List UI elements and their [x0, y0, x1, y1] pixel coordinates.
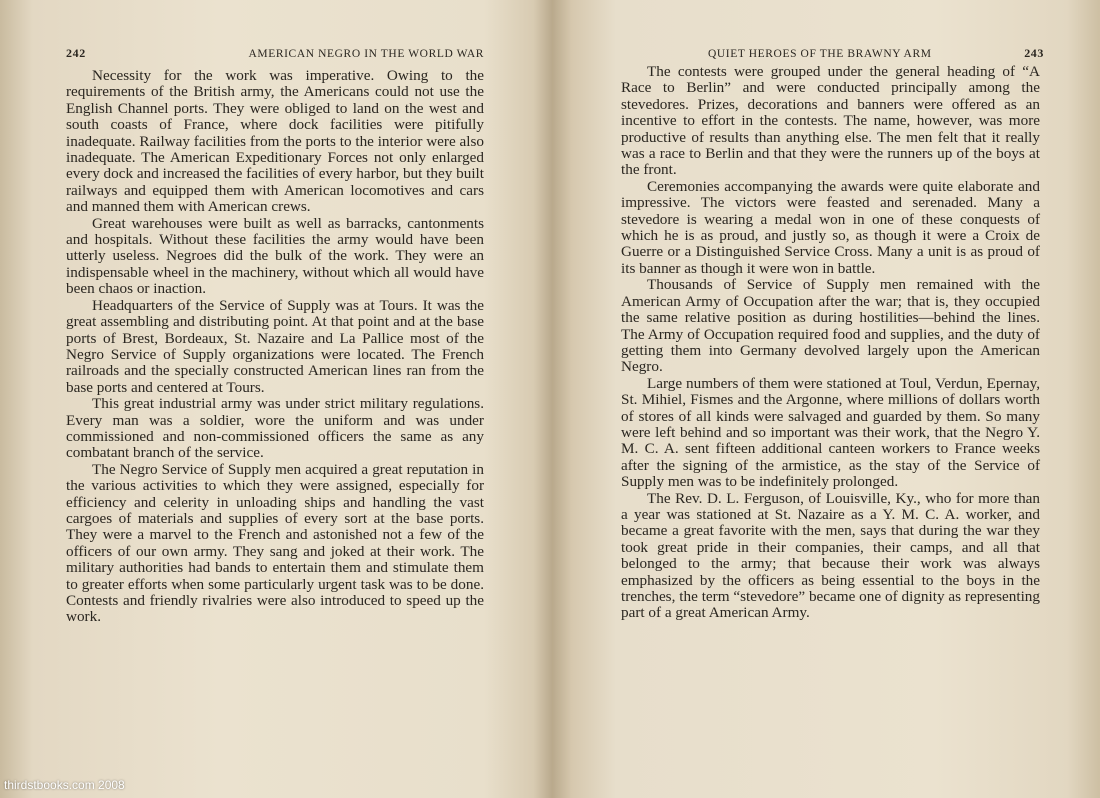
right-page-text [621, 64, 1040, 622]
left-running-head [66, 46, 484, 61]
paragraph: Large numbers of them were stationed at Toul, Verdun, Epernay, St. Mihiel, Fismes and the Argonne, where millions of dollars worth of stores of all kinds were salvaged and guarded by them. So many were left behind and so important was their work, that the Negro Y. M. C. A. sent fifteen additional canteen workers to France weeks after the signing of the armistice, as the stay of the Service of Supply men was to be indefinitely prolonged. [621, 374, 1040, 491]
right-running-title: QUIET HEROES OF THE BRAWNY ARM [708, 48, 932, 60]
paragraph: The Negro Service of Supply men acquired a great reputation in the various activities to which they were assigned, especially for efficiency and celerity in unloading ships and handling the vast cargoes of materials and supplies of every sort at the base ports. They were a marvel to the French and astonished not a few of the officers of our own army. They sang and joked at their work. The military authorities had bands to entertain them and stimulate them to greater efforts when some particularly urgent task was to be done. Contests and friendly rivalries were also introduced to speed up the work. [66, 460, 484, 626]
paragraph: The Rev. D. L. Ferguson, of Louisville, Ky., who for more than a year was stationed at St. Nazaire as a Y. M. C. A. worker, and became a great favorite with the men, says that during the war they took great pride in their companies, their camps, and all that belonged to the army; that because their work was always emphasized by the officers as being essential to the boys in the trenches, the term “stevedore” became one of dignity as representing part of a great American Army. [621, 489, 1040, 622]
paragraph: The contests were grouped under the general heading of “A Race to Berlin” and were conducted principally among the stevedores. Prizes, decorations and banners were offered as an incentive to effort in the contests. The name, however, was more productive of results than anything else. The men felt that it really was a race to Berlin and that they were the runners up of the boys at the front. [621, 63, 1040, 179]
paragraph: Thousands of Service of Supply men remained with the American Army of Occupation after the war; that is, they occupied the same relative position as during hostilities—behind the lines. The Army of Occupation required food and supplies, and the duty of getting them into Germany devolved largely upon the American Negro. [621, 276, 1040, 376]
paragraph: This great industrial army was under strict military regulations. Every man was a soldier, wore the uniform and was under commissioned and non-commissioned officers the same as any combatant branch of the service. [66, 395, 484, 462]
left-running-title: AMERICAN NEGRO IN THE WORLD WAR [248, 48, 484, 60]
paragraph: Necessity for the work was imperative. Owing to the requirements of the British army, the Americans could not use the English Channel ports. They were obliged to land on the west and south coasts of France, where dock facilities were pitifully inadequate. Railway facilities from the ports to the interior were also inadequate. The American Expeditionary Forces not only enlarged every dock and increased the facilities of every harbor, but they built railways and equipped them with American locomotives and cars and manned them with American crews. [66, 67, 484, 216]
paragraph: Headquarters of the Service of Supply was at Tours. It was the great assembling and distributing point. At that point and at the base ports of Brest, Bordeaux, St. Nazaire and La Pallice most of the Negro Service of Supply organizations were located. The French railroads and the specially constructed American lines ran from the base ports and centered at Tours. [66, 296, 484, 396]
right-running-head [708, 46, 1044, 61]
left-page [0, 0, 545, 798]
left-page-text [66, 68, 484, 626]
paragraph: Great warehouses were built as well as barracks, cantonments and hospitals. Without these facilities the army would have been utterly useless. Negroes did the bulk of the work. They were an indispensable wheel in the machinery, without which all would have been chaos or inaction. [66, 214, 484, 298]
paragraph: Ceremonies accompanying the awards were quite elaborate and impressive. The victors were feasted and serenaded. Many a stevedore is wearing a medal won in one of these conquests of which he is as proud, and justly so, as though it were a Croix de Guerre or a Distinguished Service Cross. Many a unit is as proud of its banner as though it were won in battle. [621, 177, 1040, 277]
right-page-number: 243 [1024, 46, 1044, 60]
right-page [555, 0, 1100, 798]
watermark: thirdstbooks.com 2008 [4, 778, 125, 792]
left-page-number: 242 [66, 46, 86, 60]
